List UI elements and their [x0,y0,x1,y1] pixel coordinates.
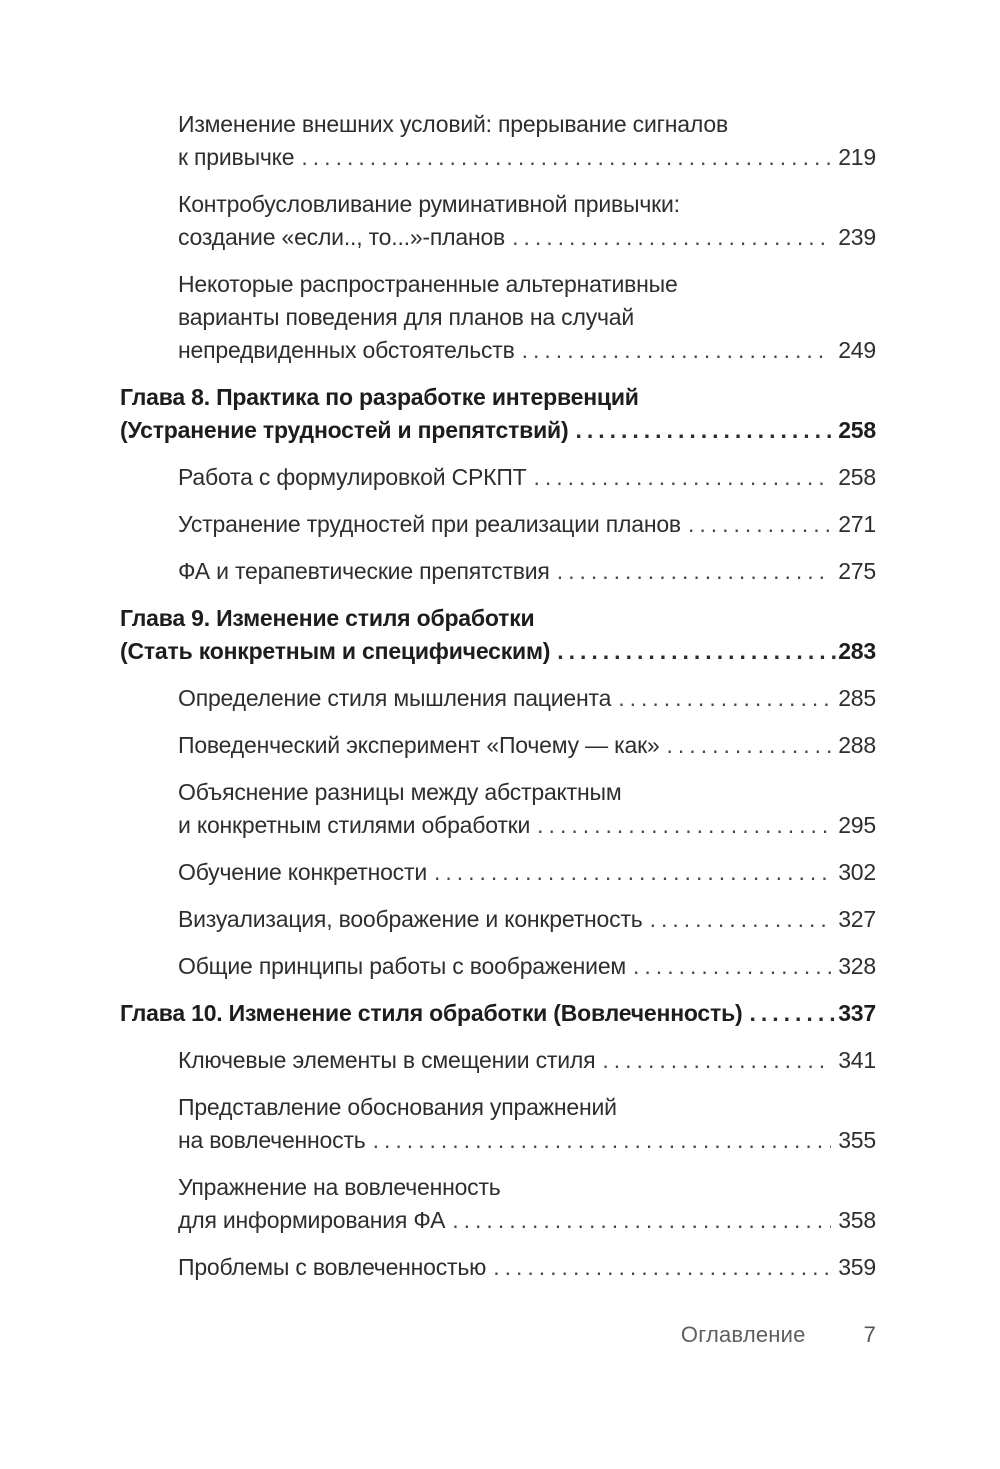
toc-entry-final-line [178,682,876,715]
toc-page-number: 359 [838,1254,876,1280]
toc-list [120,108,876,1298]
toc-entry-line: Некоторые распространенные альтернативные [178,271,678,297]
toc-entry-line: Изменение внешних условий: прерывание сигналов [178,111,728,137]
toc-entry-line: Представление обоснования упражнений [178,1094,617,1120]
toc-entry-final-line [120,414,876,447]
toc-entry-title: (Устранение трудностей и препятствий) [120,417,569,443]
footer-page-number: 7 [863,1322,876,1347]
dot-leader [434,856,831,889]
toc-entry-title: Глава 10. Изменение стиля обработки (Вовлеченность) [120,1000,743,1026]
toc-page-number: 328 [838,953,876,979]
dot-leader [650,903,832,936]
dot-leader [301,141,831,174]
toc-page-number: 271 [838,511,876,537]
toc-entry-line: Контробусловливание руминативной привычки: [178,191,680,217]
toc-sub-entry [120,729,876,762]
dot-leader [452,1204,831,1237]
dot-leader [557,635,836,668]
toc-entry-title: непредвиденных обстоятельств [178,337,515,363]
toc-page-number: 288 [838,732,876,758]
toc-entry-title: для информирования ФА [178,1207,446,1233]
toc-entry-final-line [178,950,876,983]
toc-entry-final-line [178,809,876,842]
toc-page-number: 219 [838,144,876,170]
toc-entry-final-line [178,1124,876,1157]
toc-chapter-entry [120,602,876,668]
dot-leader [522,334,832,367]
toc-page-number: 239 [838,224,876,250]
toc-page-number: 258 [838,464,876,490]
toc-entry-title: на вовлеченность [178,1127,366,1153]
toc-entry-title: и конкретным стилями обработки [178,812,531,838]
toc-sub-entry [120,856,876,889]
toc-page-number: 283 [838,638,876,664]
toc-entry-title: Поведенческий эксперимент «Почему — как» [178,732,660,758]
toc-sub-entry [120,682,876,715]
toc-chapter-entry [120,997,876,1030]
toc-page-number: 295 [838,812,876,838]
toc-entry-final-line [178,729,876,762]
toc-sub-entry [120,461,876,494]
toc-entry-final-line [178,856,876,889]
toc-entry-title: (Стать конкретным и специфическим) [120,638,551,664]
toc-page-number: 337 [838,1000,876,1026]
toc-page-number: 327 [838,906,876,932]
toc-page-number: 341 [838,1047,876,1073]
toc-sub-entry [120,508,876,541]
toc-entry-title: создание «если.., то...»-планов [178,224,506,250]
toc-entry-final-line [178,555,876,588]
toc-entry-final-line [120,997,876,1030]
toc-entry-final-line [178,141,876,174]
toc-entry-final-line [178,221,876,254]
dot-leader [602,1044,831,1077]
dot-leader [667,729,832,762]
toc-entry-title: Работа с формулировкой СРКПТ [178,464,527,490]
toc-entry-final-line [120,635,876,668]
toc-entry-final-line [178,1044,876,1077]
toc-entry-title: Определение стиля мышления пациента [178,685,612,711]
toc-sub-entry [120,1251,876,1284]
toc-entry-title: ФА и терапевтические препятствия [178,558,550,584]
dot-leader [633,950,831,983]
toc-chapter-entry [120,381,876,447]
toc-page-number: 275 [838,558,876,584]
dot-leader [373,1124,832,1157]
toc-entry-line: Глава 9. Изменение стиля обработки [120,605,535,631]
toc-page-number: 249 [838,337,876,363]
toc-entry-title: Визуализация, воображение и конкретность [178,906,643,932]
toc-entry-line: Упражнение на вовлеченность [178,1174,501,1200]
dot-leader [575,414,836,447]
dot-leader [618,682,831,715]
toc-page-number: 358 [838,1207,876,1233]
toc-entry-title: Проблемы с вовлеченностью [178,1254,487,1280]
toc-entry-title: Обучение конкретности [178,859,427,885]
toc-entry-title: Устранение трудностей при реализации планов [178,511,681,537]
page-footer [120,1322,876,1348]
toc-entry-final-line [178,903,876,936]
toc-sub-entry [120,108,876,174]
toc-sub-entry [120,1171,876,1237]
dot-leader [749,997,836,1030]
toc-page-number: 258 [838,417,876,443]
toc-entry-final-line [178,508,876,541]
toc-sub-entry [120,268,876,367]
toc-entry-final-line [178,1251,876,1284]
toc-sub-entry [120,1044,876,1077]
toc-entry-title: к привычке [178,144,295,170]
toc-entry-final-line [178,1204,876,1237]
toc-entry-title: Общие принципы работы с воображением [178,953,627,979]
toc-entry-final-line [178,334,876,367]
dot-leader [557,555,832,588]
dot-leader [493,1251,831,1284]
dot-leader [512,221,831,254]
toc-entry-line: Глава 8. Практика по разработке интервенций [120,384,639,410]
toc-entry-line: варианты поведения для планов на случай [178,304,635,330]
dot-leader [534,461,832,494]
toc-entry-title: Ключевые элементы в смещении стиля [178,1047,596,1073]
toc-sub-entry [120,950,876,983]
dot-leader [537,809,831,842]
toc-sub-entry [120,776,876,842]
toc-page-number: 355 [838,1127,876,1153]
toc-sub-entry [120,903,876,936]
footer-section-label: Оглавление [680,1322,806,1347]
toc-sub-entry [120,555,876,588]
toc-sub-entry [120,1091,876,1157]
dot-leader [688,508,831,541]
toc-page-number: 285 [838,685,876,711]
toc-entry-final-line [178,461,876,494]
toc-sub-entry [120,188,876,254]
toc-page-number: 302 [838,859,876,885]
toc-entry-line: Объяснение разницы между абстрактным [178,779,622,805]
